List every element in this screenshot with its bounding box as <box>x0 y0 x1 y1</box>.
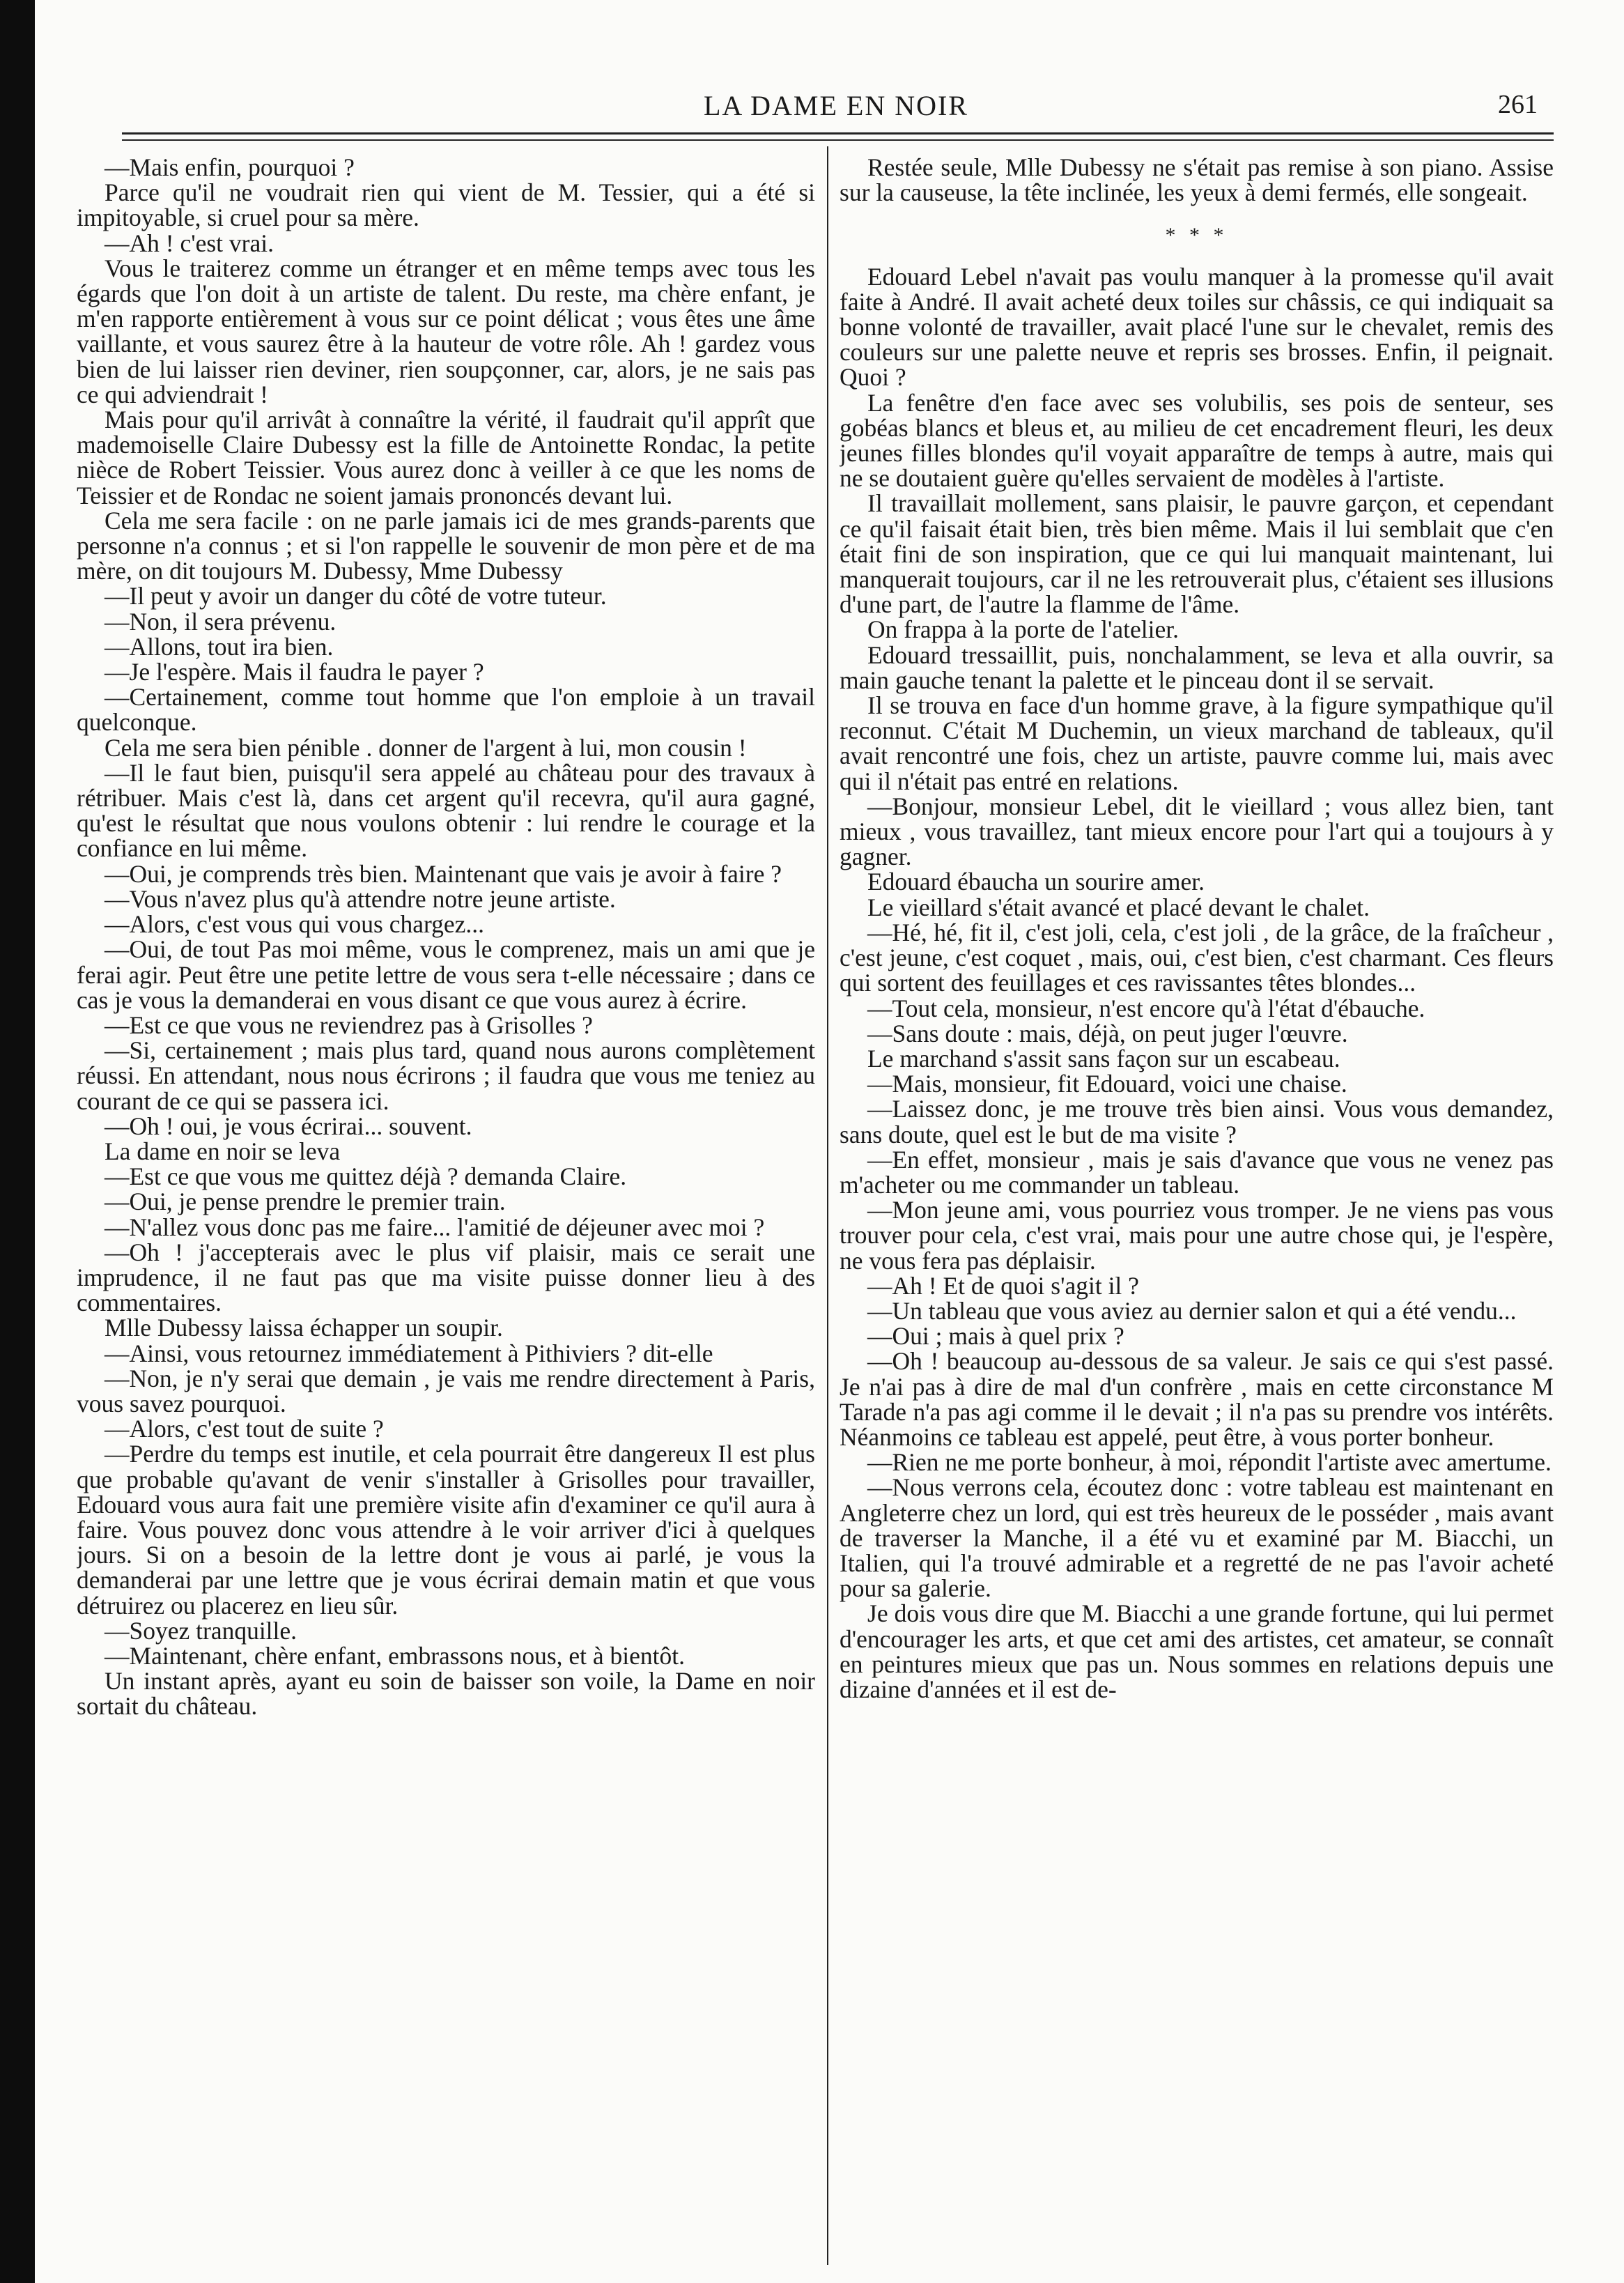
paragraph: —Oh ! oui, je vous écrirai... souvent. <box>105 1112 472 1140</box>
paragraph: Vous le traiterez comme un étranger et en même temps avec tous les égards que l'on doit à un artiste de talent. Du reste, ma chère enfant, je m'en rapporte entièrement à vous sur ce point délicat ; vous êtes une âme vaillante, et vous saurez être à la hauteur de votre rôle. Ah ! gardez vous bien de lui laisser rien deviner, rien soupçonner, car, alors, je ne sais pas ce qui adviendrait ! <box>77 254 815 408</box>
paragraph: La dame en noir se leva <box>105 1137 341 1165</box>
paragraph: —Bonjour, monsieur Lebel, dit le vieillard ; vous allez bien, tant mieux , vous travaillez, tant mieux encore pour l'art qui a toujours à y gagner. <box>840 792 1554 871</box>
paragraph: —Ah ! Et de quoi s'agit il ? <box>867 1271 1139 1300</box>
paragraph: —Un tableau que vous aviez au dernier salon et qui a été vendu... <box>867 1296 1517 1325</box>
paragraph: —Perdre du temps est inutile, et cela pourrait être dangereux Il est plus que probable qu'avant de venir s'installer à Grisolles pour travailler, Edouard vous aura fait une première visite afin d'examiner ce qu'il aura à faire. Vous pouvez donc vous attendre à le voir arriver d'ici à quelques jours. Si on a besoin de la lettre dont je vous ai parlé, je vous la demanderai par une lettre que je vous écrirai demain matin et que vous détruirez ou placerez en lieu sûr. <box>77 1440 815 1620</box>
paragraph: —Allons, tout ira bien. <box>105 632 334 661</box>
running-header <box>115 89 1557 131</box>
paragraph: —Non, je n'y serai que demain , je vais me rendre directement à Paris, vous savez pourquoi. <box>77 1364 815 1417</box>
right-column <box>840 155 1554 2259</box>
right-column-top <box>840 155 1554 205</box>
paragraph: Je dois vous dire que M. Biacchi a une grande fortune, qui lui permet d'encourager les arts, et que cet ami des artistes, cet amateur, se connaît en peintures mieux que pas un. Nous sommes en relations depuis une dizaine d'années et il est de- <box>840 1599 1554 1703</box>
paragraph: —Soyez tranquille. <box>105 1616 297 1645</box>
left-column <box>77 155 815 2259</box>
paragraph: —Oh ! beaucoup au-dessous de sa valeur. Je sais ce qui s'est passé. Je n'ai pas à dire de mal d'un confrère , mais en cette circonstance M Tarade n'a pas agi comme il le devait ; il n'a pas su prendre vos intérêts. Néanmoins ce tableau est appelé, peut être, à vous porter bonheur. <box>840 1347 1554 1451</box>
paragraph: Edouard tressaillit, puis, nonchalamment, se leva et alla ouvrir, sa main gauche tenant la palette et le pinceau dont il se servait. <box>840 640 1554 694</box>
paragraph: —Oui, je comprends très bien. Maintenant que vais je avoir à faire ? <box>105 859 782 888</box>
paragraph: Cela me sera bien pénible . donner de l'argent à lui, mon cousin ! <box>105 733 747 762</box>
right-column-bottom <box>840 264 1554 1702</box>
paragraph: —Mais enfin, pourquoi ? <box>105 155 355 181</box>
paragraph: —Si, certainement ; mais plus tard, quand nous aurons complètement réussi. En attendant, nous nous écrirons ; il faudra que vous me teniez au courant de ce qui se passera ici. <box>77 1036 815 1115</box>
paragraph: Mlle Dubessy laissa échapper un soupir. <box>105 1314 503 1342</box>
running-title: LA DAME EN NOIR <box>704 90 968 121</box>
paragraph: —Il peut y avoir un danger du côté de votre tuteur. <box>105 582 607 610</box>
paragraph: —Oui, de tout Pas moi même, vous le comprenez, mais un ami que je ferai agir. Peut être une petite lettre de vous sera t-elle nécessaire ; dans ce cas je vous la demanderai en vous disant ce que vous aurez à écrire. <box>77 935 815 1014</box>
paragraph: Parce qu'il ne voudrait rien qui vient de M. Tessier, qui a été si impitoyable, si cruel pour sa mère. <box>77 178 815 232</box>
header-rule-bottom <box>122 139 1554 141</box>
paragraph: —Non, il sera prévenu. <box>105 607 337 636</box>
paragraph: —Ainsi, vous retournez immédiatement à Pithiviers ? dit-elle <box>105 1339 713 1367</box>
paragraph: Edouard Lebel n'avait pas voulu manquer à la promesse qu'il avait faite à André. Il avait acheté deux toiles sur châssis, ce qui indiquait sa bonne volonté de travailler, avait placé l'une sur le chevalet, remis des couleurs sur une palette neuve et repris ses brosses. Enfin, il peignait. Quoi ? <box>840 262 1554 392</box>
paragraph: —En effet, monsieur , mais je sais d'avance que vous ne venez pas m'acheter ou me commander un tableau. <box>840 1145 1554 1199</box>
paragraph: Restée seule, Mlle Dubessy ne s'était pas remise à son piano. Assise sur la causeuse, la tête inclinée, les yeux à demi fermés, elle songeait. <box>840 155 1554 207</box>
paragraph: —N'allez vous donc pas me faire... l'amitié de déjeuner avec moi ? <box>105 1213 765 1241</box>
paragraph: Il travaillait mollement, sans plaisir, le pauvre garçon, et cependant ce qu'il faisait était bien, très bien même. Mais il lui semblait que c'en était fini de son inspiration, que ce qui lui manquait maintenant, lui manquerait toujours, car il ne les retrouverait plus, c'étaient ses illusions d'une part, de l'autre la flamme de l'âme. <box>840 489 1554 619</box>
paragraph: —Tout cela, monsieur, n'est encore qu'à l'état d'ébauche. <box>867 994 1425 1022</box>
paragraph: —Alors, c'est vous qui vous chargez... <box>105 910 485 939</box>
paragraph: —Il le faut bien, puisqu'il sera appelé au château pour des travaux à rétribuer. Mais c'est là, dans cet argent qu'il recevra, qu'il aura gagné, qu'est le résultat que nous voulons obtenir : lui rendre le courage et la confiance en lui même. <box>77 758 815 863</box>
paragraph: Edouard ébaucha un sourire amer. <box>867 868 1205 896</box>
page-number: 261 <box>1498 90 1538 119</box>
paragraph: Le vieillard s'était avancé et placé devant le chalet. <box>867 893 1370 921</box>
paragraph: Cela me sera facile : on ne parle jamais ici de mes grands-parents que personne n'a connus ; et si l'on rappelle le souvenir de mon père et de ma mère, on dit toujours M. Dubessy, Mme Dubessy <box>77 506 815 585</box>
paragraph: —Certainement, comme tout homme que l'on emploie à un travail quelconque. <box>77 683 815 737</box>
paragraph: —Est ce que vous me quittez déjà ? demanda Claire. <box>105 1162 627 1191</box>
paragraph: —Maintenant, chère enfant, embrassons nous, et à bientôt. <box>105 1641 686 1670</box>
paragraph: —Hé, hé, fit il, c'est joli, cela, c'est joli , de la grâce, de la fraîcheur , c'est jeune, c'est coquet , mais, oui, c'est bien, c'est charmant. Ces fleurs qui sortent des feuillages et ces ravissantes têtes blondes... <box>840 918 1554 997</box>
paragraph: Un instant après, ayant eu soin de baisser son voile, la Dame en noir sortait du château. <box>77 1667 815 1721</box>
binding-edge <box>0 0 35 2283</box>
paragraph: —Mais, monsieur, fit Edouard, voici une chaise. <box>867 1070 1347 1098</box>
paragraph: —Vous n'avez plus qu'à attendre notre jeune artiste. <box>105 884 616 913</box>
paragraph: —Rien ne me porte bonheur, à moi, répondit l'artiste avec amertume. <box>867 1448 1552 1477</box>
paragraph: —Sans doute : mais, déjà, on peut juger l'œuvre. <box>867 1019 1348 1047</box>
paragraph: —Oh ! j'accepterais avec le plus vif plaisir, mais ce serait une imprudence, il ne faut pas que ma visite puisse donner lieu à des commentaires. <box>77 1238 815 1317</box>
paragraph: On frappa à la porte de l'atelier. <box>867 615 1179 644</box>
paragraph: Il se trouva en face d'un homme grave, à la figure sympathique qu'il reconnut. C'était M Duchemin, un vieux marchand de tableaux, qu'il avait rencontré une fois, chez un artiste, pauvre comme lui, mais avec qui il n'était pas entré en relations. <box>840 691 1554 795</box>
paragraph: —Laissez donc, je me trouve très bien ainsi. Vous vous demandez, sans doute, quel est le but de ma visite ? <box>840 1095 1554 1148</box>
paragraph: —Mon jeune ami, vous pourriez vous tromper. Je ne viens pas vous trouver pour cela, c'est vrai, mais pour une autre chose qui, je l'espère, ne vous fera pas déplaisir. <box>840 1196 1554 1275</box>
column-divider <box>827 146 828 2265</box>
paragraph: Le marchand s'assit sans façon sur un escabeau. <box>867 1044 1340 1073</box>
header-rule-top <box>122 132 1554 134</box>
paragraph: —Oui ; mais à quel prix ? <box>867 1322 1124 1351</box>
paragraph: —Ah ! c'est vrai. <box>105 229 274 257</box>
paragraph: —Est ce que vous ne reviendrez pas à Grisolles ? <box>105 1010 593 1039</box>
paragraph: —Oui, je pense prendre le premier train. <box>105 1187 506 1216</box>
paragraph: —Nous verrons cela, écoutez donc : votre tableau est maintenant en Angleterre chez un lord, qui est très heureux de le posséder , mais avant de traverser la Manche, il a été vu et examiné par M. Biacchi, un Italien, qui l'a trouvé admirable et a regretté de ne pas l'avoir acheté pour sa galerie. <box>840 1473 1554 1603</box>
paragraph: La fenêtre d'en face avec ses volubilis, ses pois de senteur, ses gobéas blancs et bleus et, au milieu de cet encadrement fleuri, les deux jeunes filles blondes qu'il voyait apparaître de temps à autre, mais qui ne se doutaient guère qu'elles servaient de modèles à l'artiste. <box>840 388 1554 493</box>
paragraph: —Alors, c'est tout de suite ? <box>105 1415 384 1443</box>
paragraph: Mais pour qu'il arrivât à connaître la vérité, il faudrait qu'il apprît que mademoiselle Claire Dubessy est la fille de Antoinette Rondac, la petite nièce de Robert Teissier. Vous aurez donc à veiller à ce que les noms de Teissier et de Rondac ne soient jamais prononcés devant lui. <box>77 406 815 509</box>
paragraph: —Je l'espère. Mais il faudra le payer ? <box>105 658 484 686</box>
section-separator: * * * <box>1165 224 1228 247</box>
